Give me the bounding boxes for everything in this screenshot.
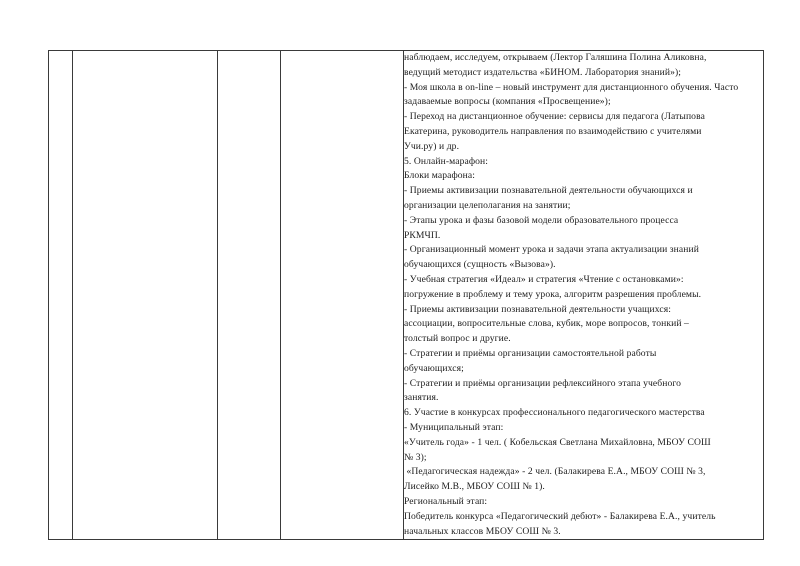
result-text-line: начальных классов МБОУ СОШ № 3. [404, 525, 561, 537]
result-text-line: РКМЧП. [404, 229, 441, 241]
result-text-line: - Переход на дистанционное обучение: сервисы для педагога (Латыпова [404, 111, 705, 123]
result-text-line: толстый вопрос и другие. [404, 333, 511, 345]
result-text-line: «Педагогическая надежда» - 2 чел. (Балакирева Е.А., МБОУ СОШ № 3, [404, 466, 706, 478]
table-row [49, 51, 764, 540]
table-body [49, 51, 764, 540]
result-text-line: № 3); [404, 451, 427, 463]
result-text-line: ассоциации, вопросительные слова, кубик, море вопросов, тонкий – [404, 318, 689, 330]
result-text-line: - Моя школа в on-line – новый инструмент для дистанционного обучения. Часто [404, 81, 739, 93]
result-text-line: 5. Онлайн-марафон: [404, 155, 489, 167]
result-text-line: обучающихся (сущность «Вызова»). [404, 259, 556, 271]
result-text-line: - Приемы активизации познавательной деятельности обучающихся и [404, 185, 693, 197]
result-text-line: ведущий методист издательства «БИНОМ. Лаборатория знаний»); [404, 66, 682, 78]
table-cell-responsible [281, 51, 404, 540]
result-text-line: Блоки марафона: [404, 170, 475, 182]
table-cell-number [49, 51, 73, 540]
result-text-line: Победитель конкурса «Педагогический дебют» - Балакирева Е.А., учитель [404, 510, 716, 522]
result-text-line: - Организационный момент урока и задачи этапа актуализации знаний [404, 244, 699, 256]
result-text-line: Лисейко М.В., МБОУ СОШ № 1). [404, 481, 545, 493]
table-cell-result [404, 51, 764, 540]
result-text-line: - Муниципальный этап: [404, 421, 504, 433]
result-text-line: погружение в проблему и тему урока, алгоритм разрешения проблемы. [404, 288, 702, 300]
result-text-block [404, 51, 763, 539]
result-text-line: 6. Участие в конкурсах профессионального педагогического мастерства [404, 407, 705, 419]
result-text-line: наблюдаем, исследуем, открываем (Лектор Галяшина Полина Аликовна, [404, 52, 707, 63]
document-table [48, 50, 764, 540]
result-text-line: - Этапы урока и фазы базовой модели образовательного процесса [404, 214, 679, 226]
table-cell-activity-name [73, 51, 218, 540]
result-text-line: - Приемы активизации познавательной деятельности учащихся: [404, 303, 672, 315]
result-text-line: - Стратегии и приёмы организации самостоятельной работы [404, 347, 657, 359]
result-text-line: занятия. [404, 392, 439, 404]
result-text-line: Региональный этап: [404, 495, 488, 507]
result-text-line: «Учитель года» - 1 чел. ( Кобельская Светлана Михайловна, МБОУ СОШ [404, 436, 711, 448]
result-text-line: задаваемые вопросы (компания «Просвещение»); [404, 96, 611, 108]
result-text-line: Екатерина, руководитель направления по взаимодействию с учителями [404, 125, 702, 137]
result-text-line: - Учебная стратегия «Идеал» и стратегия «Чтение с остановками»: [404, 273, 684, 285]
result-text-line: организации целеполагания на занятии; [404, 199, 571, 211]
result-text-line: обучающихся; [404, 362, 464, 374]
result-text-line: - Стратегии и приёмы организации рефлексийного этапа учебного [404, 377, 682, 389]
table-cell-term [218, 51, 281, 540]
result-text-line: Учи.ру) и др. [404, 140, 460, 152]
